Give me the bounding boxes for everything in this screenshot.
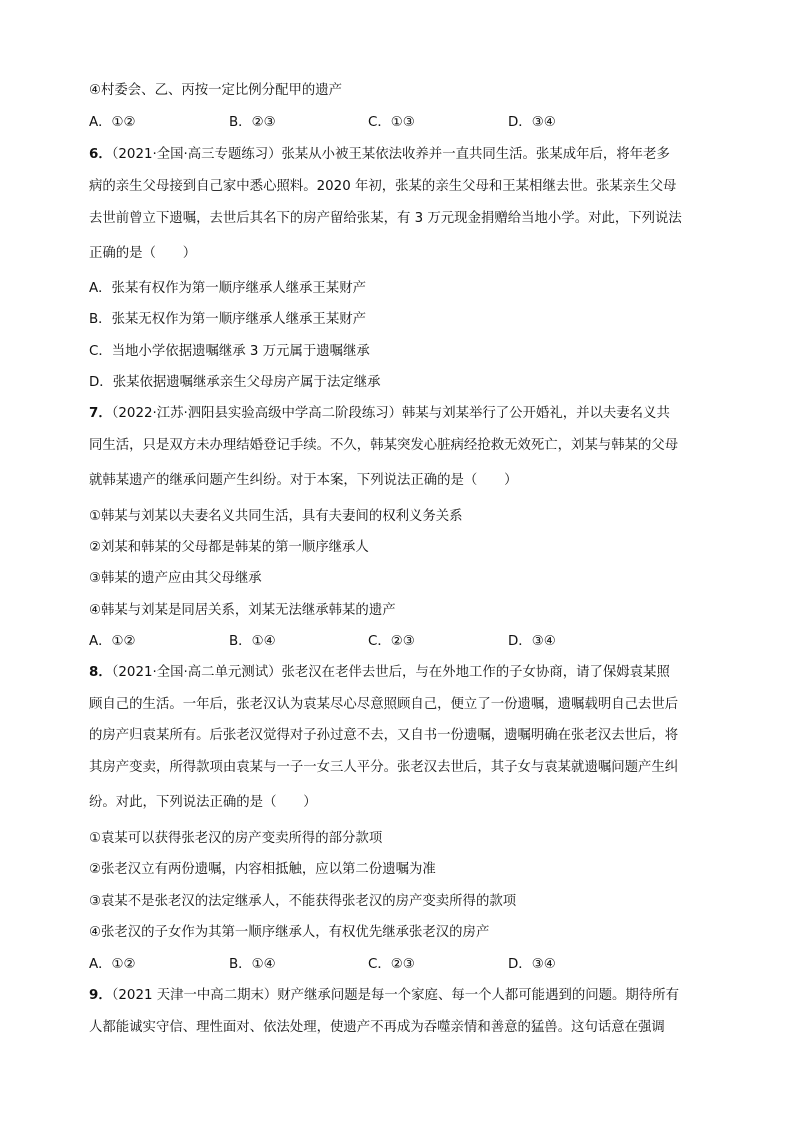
q7-stem-line-2: 同生活，只是双方未办理结婚登记手续。不久，韩某突发心脏病经抢救无效死亡，刘某与韩某的父母: [89, 438, 679, 453]
q5-item-4: ④村委会、乙、丙按一定比例分配甲的遗产: [89, 83, 343, 98]
q8-option-b[interactable]: B．①④: [229, 957, 276, 972]
q7-options: [89, 632, 689, 652]
q5-option-d[interactable]: D．③④: [508, 115, 556, 130]
q6-number: 6．: [89, 147, 112, 162]
q5-option-c[interactable]: C．①③: [368, 115, 415, 130]
q8-stem-line-1: [89, 663, 709, 683]
q5-option-a[interactable]: A．①②: [89, 115, 136, 130]
q7-option-b[interactable]: B．①④: [229, 634, 276, 649]
q9-stem-line-2: 人都能诚实守信、理性面对、依法处理，使遗产不再成为吞噬亲情和善意的猛兽。这句话意在强调: [89, 1020, 665, 1035]
q8-option-c[interactable]: C．②③: [368, 957, 415, 972]
q8-item-4: ④张老汉的子女作为其第一顺序继承人，有权优先继承张老汉的房产: [89, 925, 490, 940]
q7-item-4: ④韩某与刘某是同居关系，刘某无法继承韩某的遗产: [89, 603, 396, 618]
q7-item-1: ①韩某与刘某以夫妻名义共同生活，具有夫妻间的权利义务关系: [89, 509, 463, 524]
q8-stem-line-2: 顾自己的生活。一年后，张老汉认为袁某尽心尽意照顾自己，便立了一份遗嘱，遗嘱载明自己去世后: [89, 697, 679, 712]
q7-option-d[interactable]: D．③④: [508, 634, 556, 649]
q8-stem-text-1: （2021·全国·高二单元测试）张老汉在老伴去世后，与在外地工作的子女协商，请了保姆袁某照: [111, 665, 670, 680]
q5-option-b[interactable]: B．②③: [229, 115, 276, 130]
q8-item-1: ①袁某可以获得张老汉的房产变卖所得的部分款项: [89, 831, 383, 846]
q6-stem-line-2: 病的亲生父母接到自己家中悉心照料。2020 年初，张某的亲生父母和王某相继去世。张某亲生父母: [89, 179, 677, 194]
q8-item-3: ③袁某不是张老汉的法定继承人，不能获得张老汉的房产变卖所得的款项: [89, 894, 517, 909]
q6-stem-line-4: 正确的是（ ）: [89, 246, 197, 261]
q6-stem-line-3: 去世前曾立下遗嘱，去世后其名下的房产留给张某，有 3 万元现金捐赠给当地小学。对此，下列说法: [89, 211, 682, 226]
q7-option-a[interactable]: A．①②: [89, 634, 136, 649]
q7-option-c[interactable]: C．②③: [368, 634, 415, 649]
q8-option-a[interactable]: A．①②: [89, 957, 136, 972]
q8-stem-line-4: 其房产变卖，所得款项由袁某与一子一女三人平分。张老汉去世后，其子女与袁某就遗嘱问题产生纠: [89, 760, 679, 775]
q8-stem-line-5: 纷。对此，下列说法正确的是（ ）: [89, 795, 317, 810]
q6-option-c[interactable]: C．当地小学依据遗嘱继承 3 万元属于遗嘱继承: [89, 344, 370, 359]
q8-item-2: ②张老汉立有两份遗嘱，内容相抵触，应以第二份遗嘱为准: [89, 862, 436, 877]
q9-stem-line-1: [89, 986, 709, 1006]
q6-stem-line-1: [89, 145, 709, 165]
q9-stem-text-1: （2021 天津一中高二期末）财产继承问题是每一个家庭、每一个人都可能遇到的问题。期待所有: [111, 988, 679, 1003]
q8-number: 8．: [89, 665, 112, 680]
q8-options: [89, 955, 689, 975]
q9-number: 9．: [89, 988, 112, 1003]
q6-stem-text-1: （2021·全国·高三专题练习）张某从小被王某依法收养并一直共同生活。张某成年后，将年老多: [111, 147, 670, 162]
q6-option-d[interactable]: D．张某依据遗嘱继承亲生父母房产属于法定继承: [89, 375, 381, 390]
q7-stem-line-1: [89, 404, 709, 424]
q8-stem-line-3: 的房产归袁某所有。后张老汉觉得对子孙过意不去，又自书一份遗嘱，遗嘱明确在张老汉去世后，将: [89, 728, 679, 743]
q6-option-b[interactable]: B．张某无权作为第一顺序继承人继承王某财产: [89, 312, 366, 327]
q7-item-2: ②刘某和韩某的父母都是韩某的第一顺序继承人: [89, 540, 369, 555]
q6-option-a[interactable]: A．张某有权作为第一顺序继承人继承王某财产: [89, 281, 366, 296]
q7-stem-text-1: （2022·江苏·泗阳县实验高级中学高二阶段练习）韩某与刘某举行了公开婚礼，并以夫妻名义共: [111, 406, 670, 421]
q5-options: [89, 113, 689, 133]
q8-option-d[interactable]: D．③④: [508, 957, 556, 972]
q7-stem-line-3: 就韩某遗产的继承问题产生纠纷。对于本案，下列说法正确的是（ ）: [89, 473, 518, 488]
q7-item-3: ③韩某的遗产应由其父母继承: [89, 571, 262, 586]
q7-number: 7．: [89, 406, 112, 421]
